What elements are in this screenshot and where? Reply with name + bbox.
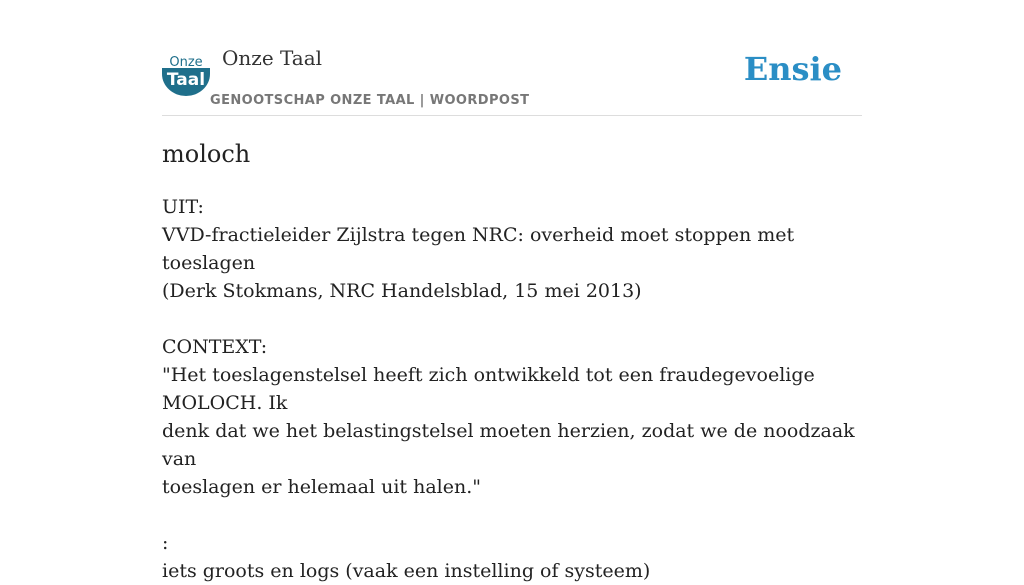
source-line: VVD-fractieleider Zijlstra tegen NRC: overheid moet stoppen met toeslagen (162, 224, 795, 274)
onze-taal-logo[interactable] (162, 54, 210, 96)
ensie-logo[interactable]: Ensie (743, 50, 842, 88)
definition-text: iets groots en logs (vaak een instelling of systeem) (162, 560, 651, 582)
context-label: CONTEXT: (162, 336, 268, 358)
brand-subtitle[interactable]: GENOOTSCHAP ONZE TAAL | WOORDPOST (210, 93, 530, 108)
logo-text-bottom: Taal (166, 70, 206, 90)
context-line: toeslagen er helemaal uit halen." (162, 476, 482, 498)
source-label: UIT: (162, 196, 204, 218)
entry-title: moloch (162, 140, 251, 168)
spacer (162, 305, 862, 333)
context-line: denk dat we het belastingstelsel moeten herzien, zodat we de noodzaak van (162, 420, 855, 470)
source-citation: (Derk Stokmans, NRC Handelsblad, 15 mei 2013) (162, 280, 642, 302)
brand-name[interactable]: Onze Taal (222, 46, 323, 70)
entry-content (162, 193, 862, 585)
site-header (162, 40, 862, 116)
definition-label: : (162, 532, 169, 554)
logo-text-top: Onze (169, 55, 203, 70)
spacer (162, 501, 862, 529)
context-line: "Het toeslagenstelsel heeft zich ontwikkeld tot een fraudegevoelige MOLOCH. Ik (162, 364, 815, 414)
